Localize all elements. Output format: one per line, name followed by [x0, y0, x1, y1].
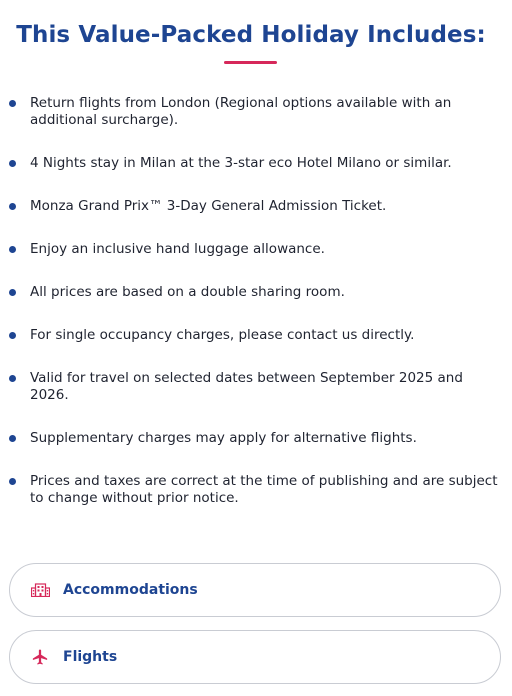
bullet-icon	[9, 100, 16, 107]
bullet-icon	[9, 435, 16, 442]
title-underline	[224, 61, 277, 64]
inclusions-list	[0, 95, 512, 533]
bullet-icon	[9, 203, 16, 210]
list-item	[0, 430, 512, 447]
list-item	[0, 327, 512, 344]
accommodations-accordion[interactable]	[9, 563, 501, 617]
list-item-text: Valid for travel on selected dates between September 2025 and 2026.	[30, 370, 463, 403]
list-item	[0, 473, 512, 507]
list-item	[0, 241, 512, 258]
bullet-icon	[9, 332, 16, 339]
bullet-icon	[9, 160, 16, 167]
list-item	[0, 95, 512, 129]
accordion-label: Flights	[63, 649, 118, 665]
list-item-text: 4 Nights stay in Milan at the 3-star eco Hotel Milano or similar.	[30, 155, 452, 171]
flights-accordion[interactable]	[9, 630, 501, 684]
list-item-text: All prices are based on a double sharing room.	[30, 284, 345, 300]
bullet-icon	[9, 375, 16, 382]
bullet-icon	[9, 246, 16, 253]
hotel-icon	[30, 580, 50, 600]
list-item-text: Supplementary charges may apply for alternative flights.	[30, 430, 417, 446]
list-item-text: Monza Grand Prix™ 3-Day General Admission Ticket.	[30, 198, 387, 214]
bullet-icon	[9, 289, 16, 296]
list-item	[0, 370, 512, 404]
airplane-icon	[30, 647, 50, 667]
list-item	[0, 198, 512, 215]
list-item	[0, 284, 512, 301]
list-item-text: Enjoy an inclusive hand luggage allowance.	[30, 241, 325, 257]
list-item-text: Prices and taxes are correct at the time of publishing and are subject to change without prior notice.	[30, 473, 498, 506]
list-item	[0, 155, 512, 172]
accordion-label: Accommodations	[63, 582, 198, 598]
list-item-text: Return flights from London (Regional options available with an additional surcharge).	[30, 95, 452, 128]
bullet-icon	[9, 478, 16, 485]
section-title: This Value-Packed Holiday Includes:	[16, 22, 486, 48]
list-item-text: For single occupancy charges, please contact us directly.	[30, 327, 415, 343]
